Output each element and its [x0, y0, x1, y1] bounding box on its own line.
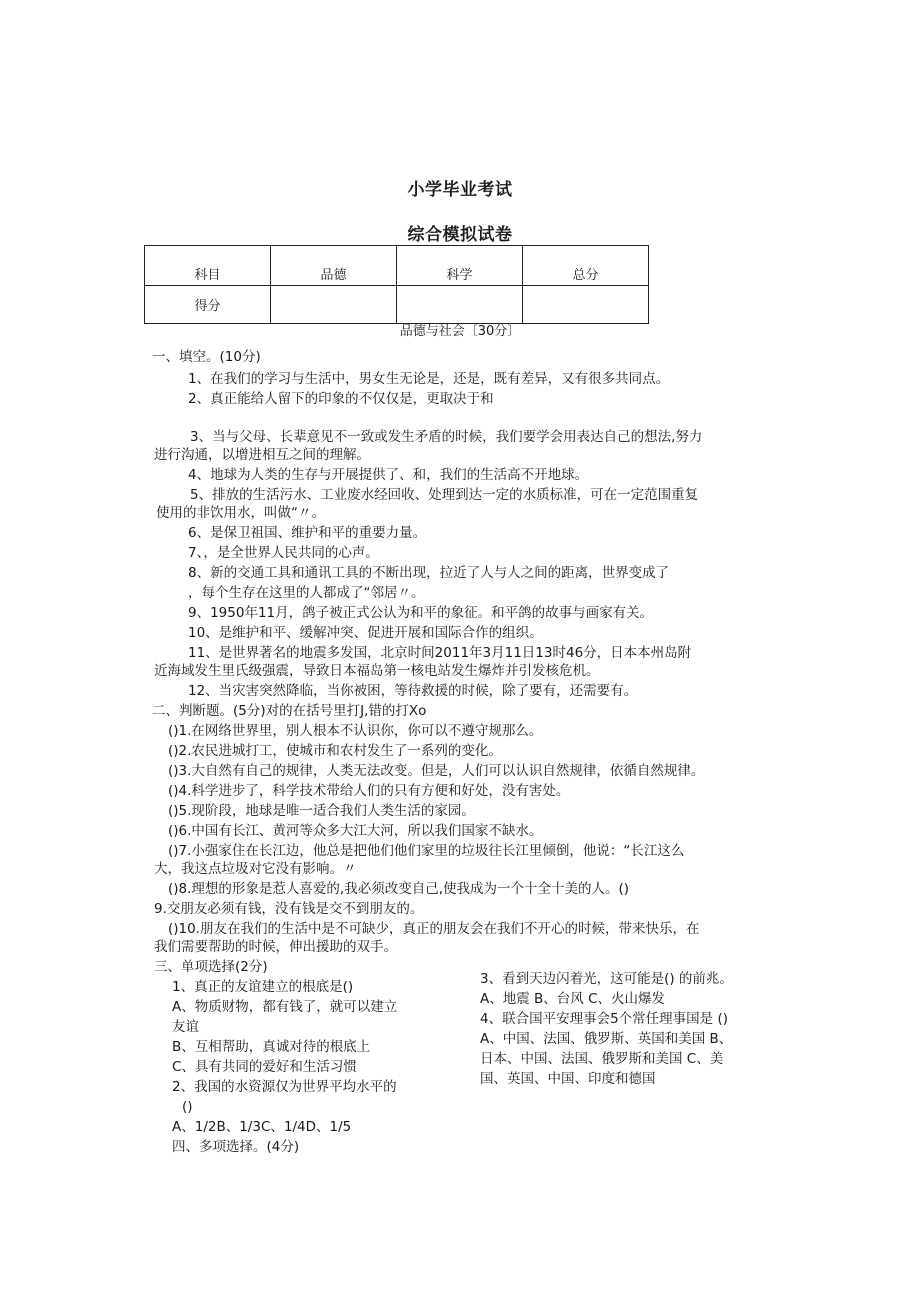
section3-heading: 三、单项选择(2分) — [154, 959, 268, 975]
s1-line-3: 3、当与父母、长辈意见不一致或发生矛盾的时候，我们要学会用表达自己的想法,努力 — [190, 429, 703, 445]
score-cell-science — [397, 286, 523, 324]
s3-left-3: 友谊 — [172, 1019, 199, 1035]
score-header-morality: 品德 — [271, 246, 397, 286]
score-header-subject: 科目 — [145, 246, 271, 286]
s2-item-6: ()6.中国有长江、黄河等众多大江大河，所以我们国家不缺水。 — [168, 823, 543, 839]
score-row-label: 得分 — [145, 286, 271, 324]
exam-subtitle: 综合模拟试卷 — [407, 225, 513, 245]
s3-left-5: C、具有共同的爱好和生活习惯 — [172, 1059, 357, 1075]
s2-item-7b: 大，我这点垃圾对它没有影响。〃 — [154, 861, 357, 877]
section1-heading: 一、填空。(10分) — [152, 349, 261, 365]
s3-right-6: 国、英国、中国、印度和德国 — [480, 1071, 656, 1087]
s3-left-1: 1、真正的友谊建立的根底是() — [172, 979, 354, 995]
section-subtitle: 品德与社会〔30分〕 — [399, 324, 521, 339]
s1-line-7: 7、，是全世界人民共同的心声。 — [188, 545, 379, 561]
s2-item-3: ()3.大自然有自己的规律，人类无法改变。但是，人们可以认识自然规律，依循自然规律。 — [168, 763, 705, 779]
s1-line-10: 10、是维护和平、缓解冲突、促进开展和国际合作的组织。 — [188, 625, 543, 641]
s2-item-10: ()10.朋友在我们的生活中是不可缺少，真正的朋友会在我们不开心的时候，带来快乐，在 — [168, 921, 700, 937]
s3-left-6: 2、我国的水资源仅为世界平均水平的 — [172, 1079, 397, 1095]
s3-right-4: A、中国、法国、俄罗斯、英国和美国 B、 — [480, 1031, 733, 1047]
s3-left-2: A、物质财物，都有钱了，就可以建立 — [172, 999, 398, 1015]
s1-line-12: 12、当灾害突然降临，当你被困，等待救援的时候，除了要有，还需要有。 — [188, 683, 638, 699]
s2-item-1: ()1.在网络世界里，别人根本不认识你，你可以不遵守规那么。 — [168, 723, 543, 739]
score-cell-morality — [271, 286, 397, 324]
s1-line-2: 2、真正能给人留下的印象的不仅仅是，更取决于和 — [188, 391, 494, 407]
s1-line-8b: ，每个生存在这里的人都成了“邻居〃。 — [188, 585, 425, 601]
s2-item-4: ()4.科学进步了，科学技术带给人们的只有方便和好处，没有害处。 — [168, 783, 570, 799]
s1-line-1: 1、在我们的学习与生活中，男女生无论是，还是，既有差异，又有很多共同点。 — [188, 371, 670, 387]
s2-item-2: ()2.农民进城打工，使城市和农村发生了一系列的变化。 — [168, 743, 502, 759]
s3-left-8: A、1/2B、1/3C、1/4D、1/5 — [172, 1119, 352, 1135]
s1-line-9: 9、1950年11月，鸽子被正式公认为和平的象征。和平鸽的故事与画家有关。 — [188, 605, 654, 621]
s3-right-3: 4、联合国平安理事会5个常任理事国是 () — [480, 1011, 729, 1027]
score-cell-total — [523, 286, 649, 324]
score-table — [144, 245, 649, 324]
score-header-total: 总分 — [523, 246, 649, 286]
s1-line-8: 8、新的交通工具和通讯工具的不断出现，拉近了人与人之间的距离，世界变成了 — [188, 565, 670, 581]
s2-item-10b: 我们需要帮助的时候，伸出援助的双手。 — [154, 939, 397, 955]
s3-left-7: () — [182, 1099, 193, 1115]
s1-line-5b: 使用的非饮用水，叫做“〃。 — [156, 505, 325, 521]
s3-right-5: 日本、中国、法国、俄罗斯和美国 C、美 — [480, 1051, 724, 1067]
s1-line-3b: 进行沟通，以增进相互之间的理解。 — [154, 447, 370, 463]
s1-line-5: 5、排放的生活污水、工业废水经回收、处理到达一定的水质标准，可在一定范围重复 — [190, 487, 699, 503]
s3-right-1: 3、看到天边闪着光，这可能是() 的前兆。 — [480, 971, 733, 987]
s3-left-4: B、互相帮助，真诚对待的根底上 — [172, 1039, 371, 1055]
s1-line-11b: 近海域发生里氏级强震，导致日本福岛第一核电站发生爆炸并引发核危机。 — [154, 663, 600, 679]
s2-item-8: ()8.理想的形象是惹人喜爱的,我必须改变自己,使我成为一个十全十美的人。() — [168, 881, 630, 897]
section2-heading: 二、判断题。(5分)对的在括号里打J,错的打Xo — [152, 703, 427, 719]
s2-item-7: ()7.小强家住在长江边，他总是把他们他们家里的垃圾往长江里倾倒，他说：“长江这么 — [168, 843, 685, 859]
s2-item-5: ()5.现阶段，地球是唯一适合我们人类生活的家园。 — [168, 803, 475, 819]
s1-line-11: 11、是世界著名的地震多发国，北京时间2011年3月11日13时46分，日本本州岛附 — [188, 645, 692, 661]
score-header-science: 科学 — [397, 246, 523, 286]
s1-line-4: 4、地球为人类的生存与开展提供了、和，我们的生活高不开地球。 — [188, 467, 589, 483]
s3-right-2: A、地震 B、台风 C、火山爆发 — [480, 991, 666, 1007]
s1-line-6: 6、是保卫祖国、维护和平的重要力量。 — [188, 525, 427, 541]
exam-title: 小学毕业考试 — [407, 180, 513, 200]
section4-heading: 四、多项选择。(4分) — [172, 1139, 300, 1155]
s2-item-9: 9.交朋友必须有钱，没有钱是交不到朋友的。 — [154, 901, 424, 917]
